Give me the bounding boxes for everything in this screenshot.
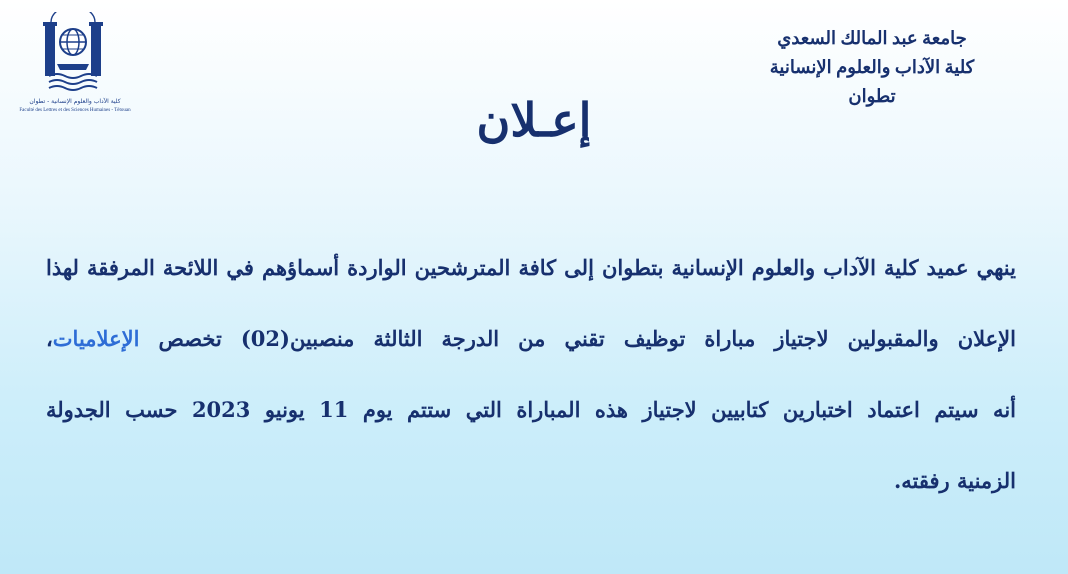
body-line-4: الزمنية رفقته.: [893, 468, 1016, 493]
body-line-3: أنه سيتم اعتماد اختبارين كتابيين لاجتياز هذه المباراة التي ستتم يوم 11 يونيو 2023 حسب الجدولة: [46, 397, 1016, 422]
logo-french-caption: Faculté des Lettres et des Sciences Humaines - Tétouan: [19, 108, 131, 113]
page-title: إعـلان: [476, 93, 592, 147]
body-line-2-text: الإعلان والمقبولين لاجتياز مباراة توظيف تقني من الدرجة الثالثة منصبين(02) تخصص: [158, 326, 1016, 351]
faculty-name: كلية الآداب والعلوم الإنسانية: [769, 57, 975, 77]
body-line-2: [46, 306, 1016, 377]
logo-arabic-caption: كلية الآداب والعلوم الإنسانية - تطوان: [29, 98, 121, 105]
specialty-highlight: الإعلاميات: [52, 326, 140, 351]
body-line-2-comma: ،: [46, 326, 53, 351]
body-line-1: ينهي عميد كلية الآداب والعلوم الإنسانية بتطوان إلى كافة المترشحين الواردة أسماؤهم في اللائحة المرفقة لهذا: [46, 255, 1016, 280]
university-name: جامعة عبد المالك السعدي: [777, 28, 967, 48]
announcement-body: [46, 235, 1016, 519]
city-name: تطوان: [848, 86, 896, 106]
